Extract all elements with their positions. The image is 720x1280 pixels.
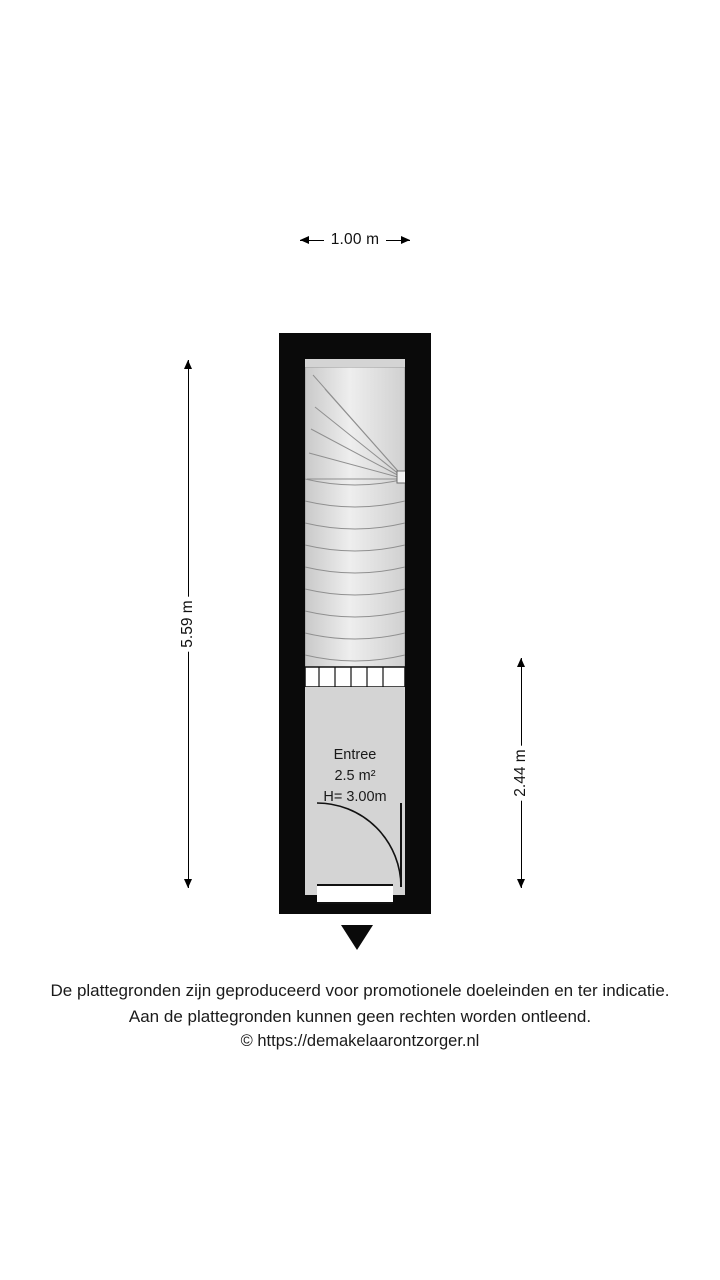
arrow-right-icon: [401, 236, 410, 244]
disclaimer-line-1: De plattegronden zijn geproduceerd voor promotionele doeleinden en ter indicatie.: [50, 981, 670, 1000]
arrow-up-icon: [517, 658, 525, 667]
room-height: H= 3.00m: [323, 789, 387, 806]
staircase-graphic: [305, 367, 405, 687]
arrow-up-icon: [184, 360, 192, 369]
dimension-top-width: [300, 228, 410, 252]
arrow-down-icon: [184, 879, 192, 888]
dimension-right-height-label: 2.44 m: [506, 745, 536, 800]
arrow-left-icon: [300, 236, 309, 244]
dimension-left-height: [175, 360, 201, 888]
room-area: 2.5 m²: [334, 768, 376, 785]
dimension-left-height-label: 5.59 m: [173, 596, 203, 651]
door-swing-graphic: [305, 799, 405, 895]
disclaimer-line-2: Aan de plattegronden kunnen geen rechten worden ontleend.: [128, 1006, 592, 1026]
arrow-down-icon: [517, 879, 525, 888]
disclaimer: [0, 978, 720, 1054]
disclaimer-copyright: © https://demakelaarontzorger.nl: [240, 1032, 480, 1050]
dimension-right-height: [508, 658, 534, 888]
entry-direction-marker-icon: [341, 925, 373, 950]
door-threshold: [317, 884, 393, 904]
room-name: Entree: [333, 747, 377, 763]
dimension-top-width-label: 1.00 m: [324, 231, 387, 249]
building-outline: [279, 333, 431, 914]
